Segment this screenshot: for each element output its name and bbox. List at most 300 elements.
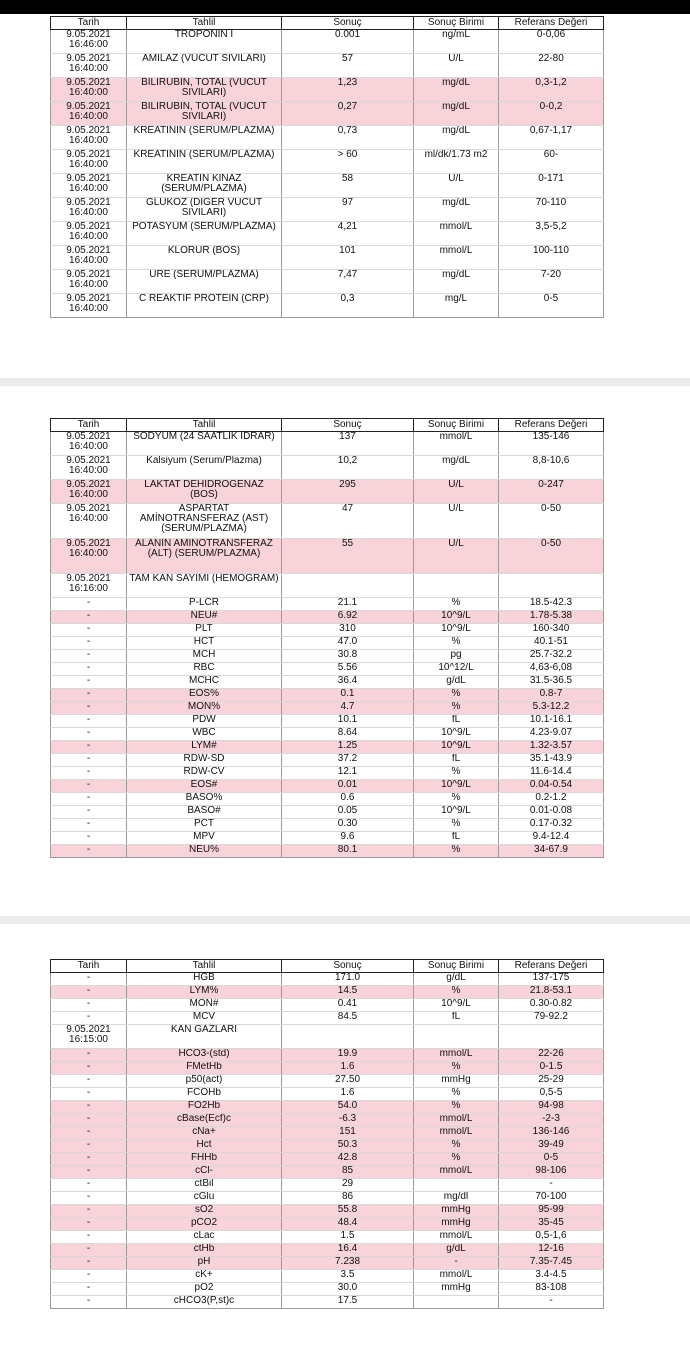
test-cell: ALANİN AMİNOTRANSFERAZ (ALT) (SERUM/PLAZMA) xyxy=(127,539,282,574)
unit-cell: 10^12/L xyxy=(414,663,499,676)
reference-cell: 79-92.2 xyxy=(499,1012,604,1025)
reference-cell: 0.2-1.2 xyxy=(499,793,604,806)
header-result: Sonuç xyxy=(282,419,414,432)
result-cell: 6.92 xyxy=(282,611,414,624)
test-cell: ASPARTAT AMİNOTRANSFERAZ (AST) (SERUM/PLAZMA) xyxy=(127,504,282,539)
result-cell: 57 xyxy=(282,54,414,78)
date-cell: - xyxy=(51,832,127,845)
reference-cell: 0-5 xyxy=(499,294,604,318)
unit-cell: % xyxy=(414,767,499,780)
date-cell: 9.05.2021 16:40:00 xyxy=(51,102,127,126)
unit-cell: 10^9/L xyxy=(414,780,499,793)
test-cell: WBC xyxy=(127,728,282,741)
test-cell: p50(act) xyxy=(127,1075,282,1088)
table-row xyxy=(51,1088,604,1101)
date-cell: - xyxy=(51,676,127,689)
reference-cell: 40.1-51 xyxy=(499,637,604,650)
reference-cell: 35.1-43.9 xyxy=(499,754,604,767)
date-cell: - xyxy=(51,845,127,858)
result-cell: 86 xyxy=(282,1192,414,1205)
date-cell: - xyxy=(51,1244,127,1257)
table-row xyxy=(51,624,604,637)
date-cell: - xyxy=(51,702,127,715)
table-row xyxy=(51,1283,604,1296)
lab-results-table-1 xyxy=(50,16,604,318)
unit-cell: pg xyxy=(414,650,499,663)
test-cell: cBase(Ecf)c xyxy=(127,1114,282,1127)
result-cell: 50.3 xyxy=(282,1140,414,1153)
unit-cell: mmol/L xyxy=(414,246,499,270)
table-row xyxy=(51,30,604,54)
reference-cell: 35-45 xyxy=(499,1218,604,1231)
header-unit: Sonuç Birimi xyxy=(414,419,499,432)
result-cell: 48.4 xyxy=(282,1218,414,1231)
result-cell: 14.5 xyxy=(282,986,414,999)
unit-cell: U/L xyxy=(414,504,499,539)
date-cell: 9.05.2021 16:40:00 xyxy=(51,246,127,270)
test-cell: cGlu xyxy=(127,1192,282,1205)
result-cell: 54.0 xyxy=(282,1101,414,1114)
date-cell: 9.05.2021 16:40:00 xyxy=(51,270,127,294)
date-cell: 9.05.2021 16:40:00 xyxy=(51,78,127,102)
reference-cell: 25.7-32.2 xyxy=(499,650,604,663)
table-row xyxy=(51,999,604,1012)
reference-cell: 94-98 xyxy=(499,1101,604,1114)
date-cell: - xyxy=(51,689,127,702)
table-row xyxy=(51,1127,604,1140)
test-cell: KREATİNİN (SERUM/PLAZMA) xyxy=(127,150,282,174)
reference-cell: 4.23-9.07 xyxy=(499,728,604,741)
result-cell: 9.6 xyxy=(282,832,414,845)
date-cell: 9.05.2021 16:46:00 xyxy=(51,30,127,54)
unit-cell: U/L xyxy=(414,539,499,574)
result-cell: 84.5 xyxy=(282,1012,414,1025)
unit-cell: mmol/L xyxy=(414,1270,499,1283)
test-cell: PCT xyxy=(127,819,282,832)
date-cell: 9.05.2021 16:40:00 xyxy=(51,539,127,574)
header-unit: Sonuç Birimi xyxy=(414,17,499,30)
test-cell: RBC xyxy=(127,663,282,676)
date-cell: - xyxy=(51,1088,127,1101)
test-cell: EOS% xyxy=(127,689,282,702)
date-cell: - xyxy=(51,1049,127,1062)
table-row xyxy=(51,1049,604,1062)
table-row xyxy=(51,539,604,574)
lab-results-table-2 xyxy=(50,418,604,858)
reference-cell: 18.5-42.3 xyxy=(499,598,604,611)
test-cell: KREATİN KİNAZ (SERUM/PLAZMA) xyxy=(127,174,282,198)
test-cell: cNa+ xyxy=(127,1127,282,1140)
test-cell: pCO2 xyxy=(127,1218,282,1231)
result-cell: 0.05 xyxy=(282,806,414,819)
unit-cell: % xyxy=(414,689,499,702)
unit-cell: g/dL xyxy=(414,1244,499,1257)
unit-cell: mmol/L xyxy=(414,222,499,246)
table-row xyxy=(51,174,604,198)
date-cell: - xyxy=(51,1127,127,1140)
reference-cell xyxy=(499,574,604,598)
reference-cell: 8,8-10,6 xyxy=(499,456,604,480)
header-reference: Referans Değeri xyxy=(499,17,604,30)
date-cell: - xyxy=(51,780,127,793)
reference-cell: 31.5-36.5 xyxy=(499,676,604,689)
result-cell: 7.238 xyxy=(282,1257,414,1270)
result-cell: 3.5 xyxy=(282,1270,414,1283)
date-cell: - xyxy=(51,1075,127,1088)
reference-cell: 95-99 xyxy=(499,1205,604,1218)
test-cell: MPV xyxy=(127,832,282,845)
table-row xyxy=(51,1218,604,1231)
table-row xyxy=(51,986,604,999)
table-row xyxy=(51,270,604,294)
test-cell: FO2Hb xyxy=(127,1101,282,1114)
table-row xyxy=(51,480,604,504)
test-cell: LAKTAT DEHİDROGENAZ (BOS) xyxy=(127,480,282,504)
date-cell: - xyxy=(51,1179,127,1192)
table-row xyxy=(51,754,604,767)
date-cell: 9.05.2021 16:40:00 xyxy=(51,504,127,539)
table-row xyxy=(51,650,604,663)
date-cell: - xyxy=(51,728,127,741)
result-cell: 0.1 xyxy=(282,689,414,702)
date-cell: - xyxy=(51,1257,127,1270)
result-cell xyxy=(282,1025,414,1049)
result-cell: 1.6 xyxy=(282,1088,414,1101)
date-cell: - xyxy=(51,741,127,754)
unit-cell xyxy=(414,1025,499,1049)
unit-cell: % xyxy=(414,1062,499,1075)
unit-cell xyxy=(414,1296,499,1309)
reference-cell: 12-16 xyxy=(499,1244,604,1257)
test-cell: pH xyxy=(127,1257,282,1270)
reference-cell: 100-110 xyxy=(499,246,604,270)
header-row xyxy=(51,419,604,432)
result-cell: 1.5 xyxy=(282,1231,414,1244)
test-cell: Hct xyxy=(127,1140,282,1153)
table-row xyxy=(51,1153,604,1166)
reference-cell: 0.04-0.54 xyxy=(499,780,604,793)
table-row xyxy=(51,702,604,715)
test-cell: GLUKOZ (DİĞER VÜCUT SIVILARI) xyxy=(127,198,282,222)
result-cell: 0.30 xyxy=(282,819,414,832)
unit-cell: fL xyxy=(414,715,499,728)
test-cell: BİLİRUBİN, TOTAL (VÜCUT SIVILARI) xyxy=(127,102,282,126)
date-cell: - xyxy=(51,754,127,767)
date-cell: 9.05.2021 16:40:00 xyxy=(51,456,127,480)
unit-cell xyxy=(414,1179,499,1192)
table-row xyxy=(51,246,604,270)
result-cell: -6.3 xyxy=(282,1114,414,1127)
header-date: Tarih xyxy=(51,960,127,973)
unit-cell: 10^9/L xyxy=(414,728,499,741)
test-cell: P-LCR xyxy=(127,598,282,611)
test-cell: KREATİNİN (SERUM/PLAZMA) xyxy=(127,126,282,150)
table-row xyxy=(51,456,604,480)
unit-cell: U/L xyxy=(414,174,499,198)
reference-cell: 60- xyxy=(499,150,604,174)
unit-cell: mg/dL xyxy=(414,78,499,102)
unit-cell: mg/dL xyxy=(414,198,499,222)
reference-cell: 0-0,2 xyxy=(499,102,604,126)
unit-cell: mmol/L xyxy=(414,432,499,456)
date-cell: 9.05.2021 16:15:00 xyxy=(51,1025,127,1049)
date-cell: - xyxy=(51,1205,127,1218)
unit-cell: fL xyxy=(414,754,499,767)
header-reference: Referans Değeri xyxy=(499,419,604,432)
reference-cell: 70-100 xyxy=(499,1192,604,1205)
test-cell: MCV xyxy=(127,1012,282,1025)
result-cell: 10,2 xyxy=(282,456,414,480)
reference-cell: 137-175 xyxy=(499,973,604,986)
test-cell: EOS# xyxy=(127,780,282,793)
header-row xyxy=(51,17,604,30)
table-row xyxy=(51,1140,604,1153)
test-cell: cHCO3(P,st)c xyxy=(127,1296,282,1309)
reference-cell: 4,63-6,08 xyxy=(499,663,604,676)
test-cell: pO2 xyxy=(127,1283,282,1296)
result-cell: 47.0 xyxy=(282,637,414,650)
test-cell: FMetHb xyxy=(127,1062,282,1075)
result-cell: 0.6 xyxy=(282,793,414,806)
table-row xyxy=(51,1062,604,1075)
result-cell: 137 xyxy=(282,432,414,456)
reference-cell: 136-146 xyxy=(499,1127,604,1140)
test-cell: PDW xyxy=(127,715,282,728)
header-test: Tahlil xyxy=(127,960,282,973)
table-row xyxy=(51,198,604,222)
test-cell: RDW-SD xyxy=(127,754,282,767)
test-cell: BASO# xyxy=(127,806,282,819)
unit-cell: 10^9/L xyxy=(414,806,499,819)
page-gap-1 xyxy=(0,378,690,386)
table-row xyxy=(51,294,604,318)
date-cell: - xyxy=(51,624,127,637)
date-cell: - xyxy=(51,1153,127,1166)
page-gap-2 xyxy=(0,916,690,924)
reference-cell: 0-247 xyxy=(499,480,604,504)
date-cell: - xyxy=(51,793,127,806)
table-row xyxy=(51,574,604,598)
unit-cell xyxy=(414,574,499,598)
test-cell: PLT xyxy=(127,624,282,637)
table-row xyxy=(51,78,604,102)
table-row xyxy=(51,1205,604,1218)
table-row xyxy=(51,1075,604,1088)
test-cell: BASO% xyxy=(127,793,282,806)
header-reference: Referans Değeri xyxy=(499,960,604,973)
unit-cell: mmHg xyxy=(414,1075,499,1088)
table-row xyxy=(51,741,604,754)
table-row xyxy=(51,432,604,456)
header-result: Sonuç xyxy=(282,17,414,30)
table-row xyxy=(51,689,604,702)
date-cell: - xyxy=(51,1140,127,1153)
date-cell: - xyxy=(51,1114,127,1127)
result-cell: 0,27 xyxy=(282,102,414,126)
date-cell: 9.05.2021 16:40:00 xyxy=(51,198,127,222)
table-row xyxy=(51,1244,604,1257)
table-row xyxy=(51,1257,604,1270)
reference-cell: 0-0,06 xyxy=(499,30,604,54)
test-cell: cLac xyxy=(127,1231,282,1244)
unit-cell: fL xyxy=(414,832,499,845)
result-cell: 17.5 xyxy=(282,1296,414,1309)
date-cell: - xyxy=(51,999,127,1012)
test-cell: RDW-CV xyxy=(127,767,282,780)
test-cell: NEU% xyxy=(127,845,282,858)
unit-cell: - xyxy=(414,1257,499,1270)
header-date: Tarih xyxy=(51,419,127,432)
reference-cell: - xyxy=(499,1179,604,1192)
result-cell: 310 xyxy=(282,624,414,637)
test-cell: HGB xyxy=(127,973,282,986)
date-cell: - xyxy=(51,1166,127,1179)
date-cell: 9.05.2021 16:40:00 xyxy=(51,126,127,150)
unit-cell: % xyxy=(414,598,499,611)
test-cell: MON# xyxy=(127,999,282,1012)
unit-cell: mg/dL xyxy=(414,102,499,126)
reference-cell: 0,5-5 xyxy=(499,1088,604,1101)
date-cell: 9.05.2021 16:40:00 xyxy=(51,222,127,246)
test-cell: FCOHb xyxy=(127,1088,282,1101)
date-cell: - xyxy=(51,1062,127,1075)
unit-cell: ml/dk/1.73 m2 xyxy=(414,150,499,174)
date-cell: - xyxy=(51,663,127,676)
result-cell: 0.01 xyxy=(282,780,414,793)
unit-cell: mg/dL xyxy=(414,456,499,480)
header-test: Tahlil xyxy=(127,419,282,432)
reference-cell: 0-5 xyxy=(499,1153,604,1166)
test-cell: cCl- xyxy=(127,1166,282,1179)
reference-cell: 0-50 xyxy=(499,504,604,539)
table-row xyxy=(51,1166,604,1179)
date-cell: - xyxy=(51,1218,127,1231)
table-row xyxy=(51,637,604,650)
table-row xyxy=(51,504,604,539)
test-cell: HCO3-(std) xyxy=(127,1049,282,1062)
test-cell: ctHb xyxy=(127,1244,282,1257)
test-cell: MCH xyxy=(127,650,282,663)
reference-cell: 3.4-4.5 xyxy=(499,1270,604,1283)
date-cell: - xyxy=(51,1192,127,1205)
table-row xyxy=(51,1025,604,1049)
date-cell: - xyxy=(51,1296,127,1309)
result-cell: 27.50 xyxy=(282,1075,414,1088)
reference-cell: 135-146 xyxy=(499,432,604,456)
date-cell: - xyxy=(51,1101,127,1114)
result-cell: 151 xyxy=(282,1127,414,1140)
test-cell: Kalsiyum (Serum/Plazma) xyxy=(127,456,282,480)
reference-cell: 0.8-7 xyxy=(499,689,604,702)
reference-cell: 0.01-0.08 xyxy=(499,806,604,819)
test-cell: NEU# xyxy=(127,611,282,624)
reference-cell: 7.35-7.45 xyxy=(499,1257,604,1270)
reference-cell: 0,67-1,17 xyxy=(499,126,604,150)
table-row xyxy=(51,1012,604,1025)
result-cell: 295 xyxy=(282,480,414,504)
result-cell: 21.1 xyxy=(282,598,414,611)
reference-cell: 0-50 xyxy=(499,539,604,574)
table-row xyxy=(51,126,604,150)
test-cell: FHHb xyxy=(127,1153,282,1166)
unit-cell: ng/mL xyxy=(414,30,499,54)
result-cell: 97 xyxy=(282,198,414,222)
result-cell: 36.4 xyxy=(282,676,414,689)
reference-cell: 98-106 xyxy=(499,1166,604,1179)
table-row xyxy=(51,1179,604,1192)
date-cell: - xyxy=(51,1270,127,1283)
test-cell: MCHC xyxy=(127,676,282,689)
unit-cell: g/dL xyxy=(414,676,499,689)
table-row xyxy=(51,1192,604,1205)
unit-cell: % xyxy=(414,1153,499,1166)
table-row xyxy=(51,598,604,611)
table-row xyxy=(51,54,604,78)
date-cell: 9.05.2021 16:40:00 xyxy=(51,174,127,198)
unit-cell: mmol/L xyxy=(414,1049,499,1062)
unit-cell: mg/dL xyxy=(414,270,499,294)
test-cell: BİLİRUBİN, TOTAL (VÜCUT SIVILARI) xyxy=(127,78,282,102)
test-cell: KAN GAZLARI xyxy=(127,1025,282,1049)
reference-cell xyxy=(499,1025,604,1049)
date-cell: - xyxy=(51,1012,127,1025)
table-row xyxy=(51,1296,604,1309)
unit-cell: % xyxy=(414,702,499,715)
reference-cell: 25-29 xyxy=(499,1075,604,1088)
unit-cell: 10^9/L xyxy=(414,741,499,754)
result-cell: 19.9 xyxy=(282,1049,414,1062)
unit-cell: % xyxy=(414,793,499,806)
unit-cell: mg/dL xyxy=(414,126,499,150)
test-cell: TAM KAN SAYIMI (HEMOGRAM) xyxy=(127,574,282,598)
header-unit: Sonuç Birimi xyxy=(414,960,499,973)
table-row xyxy=(51,715,604,728)
reference-cell: - xyxy=(499,1296,604,1309)
unit-cell: % xyxy=(414,1088,499,1101)
unit-cell: fL xyxy=(414,1012,499,1025)
table-row xyxy=(51,1231,604,1244)
reference-cell: 5.3-12.2 xyxy=(499,702,604,715)
test-cell: HCT xyxy=(127,637,282,650)
test-cell: LYM% xyxy=(127,986,282,999)
unit-cell: mmol/L xyxy=(414,1127,499,1140)
result-cell: 0,3 xyxy=(282,294,414,318)
date-cell: - xyxy=(51,598,127,611)
test-cell: MON% xyxy=(127,702,282,715)
test-cell: KLORÜR (BOS) xyxy=(127,246,282,270)
unit-cell: 10^9/L xyxy=(414,624,499,637)
result-cell: 37.2 xyxy=(282,754,414,767)
result-cell: 4,21 xyxy=(282,222,414,246)
unit-cell: % xyxy=(414,819,499,832)
unit-cell: % xyxy=(414,845,499,858)
result-cell: 85 xyxy=(282,1166,414,1179)
table-row xyxy=(51,1270,604,1283)
reference-cell: 0-1.5 xyxy=(499,1062,604,1075)
result-cell: 47 xyxy=(282,504,414,539)
date-cell: 9.05.2021 16:40:00 xyxy=(51,54,127,78)
reference-cell: 1.32-3.57 xyxy=(499,741,604,754)
result-cell xyxy=(282,574,414,598)
test-cell: ctBil xyxy=(127,1179,282,1192)
unit-cell: 10^9/L xyxy=(414,611,499,624)
unit-cell: mg/dl xyxy=(414,1192,499,1205)
result-cell: 30.0 xyxy=(282,1283,414,1296)
reference-cell: 10.1-16.1 xyxy=(499,715,604,728)
header-row xyxy=(51,960,604,973)
table-row xyxy=(51,150,604,174)
test-cell: cK+ xyxy=(127,1270,282,1283)
